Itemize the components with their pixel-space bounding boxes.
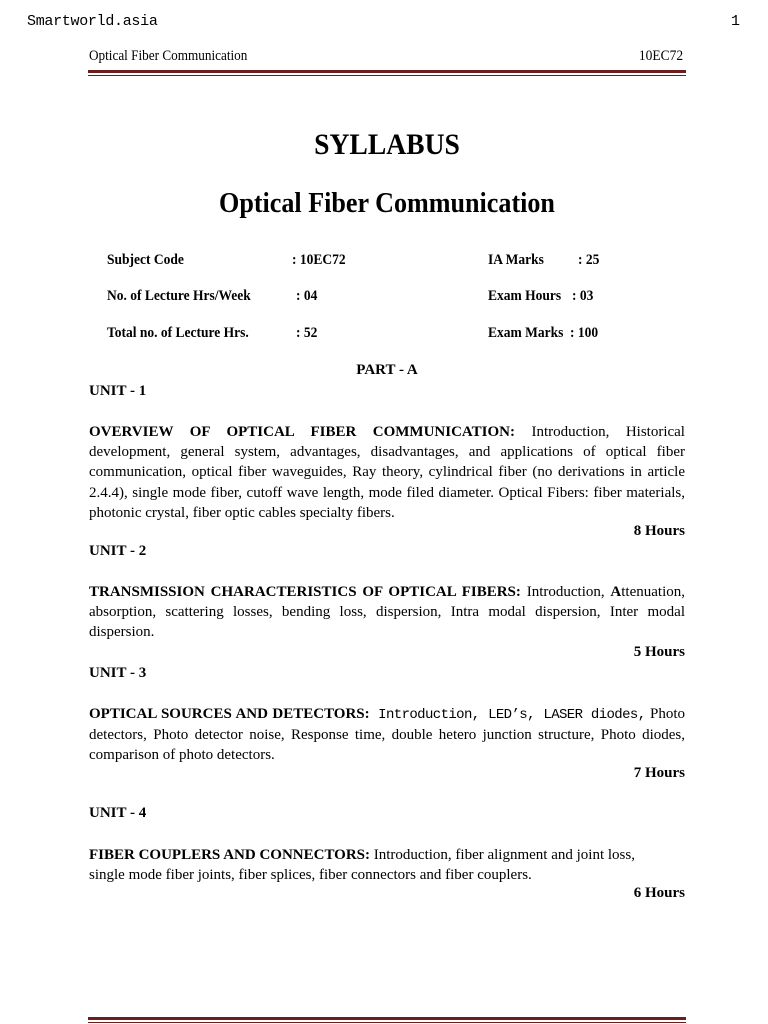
unit-2-body: ttenuation, absorption, scattering losses, bending loss, dispersion, Intra modal dispersion, Inter modal dispersion. <box>89 584 685 641</box>
exam-hours-label: Exam Hours <box>488 288 562 304</box>
document-title: SYLLABUS <box>314 128 460 161</box>
unit-1-topic: OVERVIEW OF OPTICAL FIBER COMMUNICATION: <box>89 424 515 440</box>
unit-1-content <box>89 422 685 523</box>
unit-2-heading: UNIT - 2 <box>89 543 147 559</box>
ia-marks-value: : 25 <box>578 252 600 268</box>
exam-marks-label: Exam Marks <box>488 325 564 341</box>
subject-code-label: Subject Code <box>107 252 184 268</box>
header-rule <box>88 70 686 76</box>
unit-3-hours: 7 Hours <box>633 765 685 781</box>
exam-hours-value: : 03 <box>572 288 594 304</box>
running-header-code: 10EC72 <box>638 48 683 64</box>
unit-4-content <box>89 845 685 885</box>
unit-3-heading: UNIT - 3 <box>89 665 147 681</box>
unit-3-body: Photo detectors, Photo detector noise, Response time, double hetero junction structure, Photo diodes, comparison of photo detectors. <box>89 706 685 764</box>
subject-code-value: : 10EC72 <box>292 252 346 268</box>
document-subtitle: Optical Fiber Communication <box>219 187 555 219</box>
unit-2-body-lead: Introduction, <box>520 584 611 600</box>
unit-3-topic: OPTICAL SOURCES AND DETECTORS: <box>89 706 370 722</box>
part-heading: PART - A <box>356 362 418 378</box>
unit-4-body-line1: Introduction, fiber alignment and joint loss, <box>370 847 635 863</box>
unit-2-body-first-letter: A <box>610 584 622 600</box>
exam-marks-value: : 100 <box>570 325 599 341</box>
unit-1-hours: 8 Hours <box>633 523 685 539</box>
unit-2-content <box>89 582 685 643</box>
unit-3-body-mono: Introduction, LED’s, LASER diodes, <box>369 707 646 723</box>
unit-1-heading: UNIT - 1 <box>89 383 147 399</box>
unit-4-topic: FIBER COUPLERS AND CONNECTORS: <box>89 847 371 863</box>
unit-4-body-line2: single mode fiber joints, fiber splices, fiber connectors and fiber couplers. <box>89 867 532 884</box>
site-watermark: Smartworld.asia <box>27 13 158 30</box>
page-number: 1 <box>730 13 740 30</box>
unit-4-heading: UNIT - 4 <box>89 805 147 821</box>
footer-rule <box>88 1017 686 1023</box>
total-lecture-hrs-label: Total no. of Lecture Hrs. <box>107 325 249 341</box>
lecture-hrs-week-value: : 04 <box>296 288 318 304</box>
unit-2-hours: 5 Hours <box>633 644 685 660</box>
running-header-title: Optical Fiber Communication <box>89 48 248 64</box>
unit-2-topic: TRANSMISSION CHARACTERISTICS OF OPTICAL FIBERS: <box>89 584 521 600</box>
lecture-hrs-week-label: No. of Lecture Hrs/Week <box>107 288 251 304</box>
unit-1-body: Introduction, Historical development, general system, advantages, disadvantages, and applications of optical fiber communication, optical fiber waveguides, Ray theory, cylindrical fiber (no derivations in article 2.4.4), single mode fiber, cutoff wave length, mode filed diameter. Optical Fibers: fiber materials, photonic crystal, fiber optic cables specialty fibers. <box>89 424 685 521</box>
ia-marks-label: IA Marks <box>488 252 544 268</box>
unit-3-content <box>89 704 685 766</box>
total-lecture-hrs-value: : 52 <box>296 325 318 341</box>
unit-4-hours: 6 Hours <box>633 885 685 901</box>
